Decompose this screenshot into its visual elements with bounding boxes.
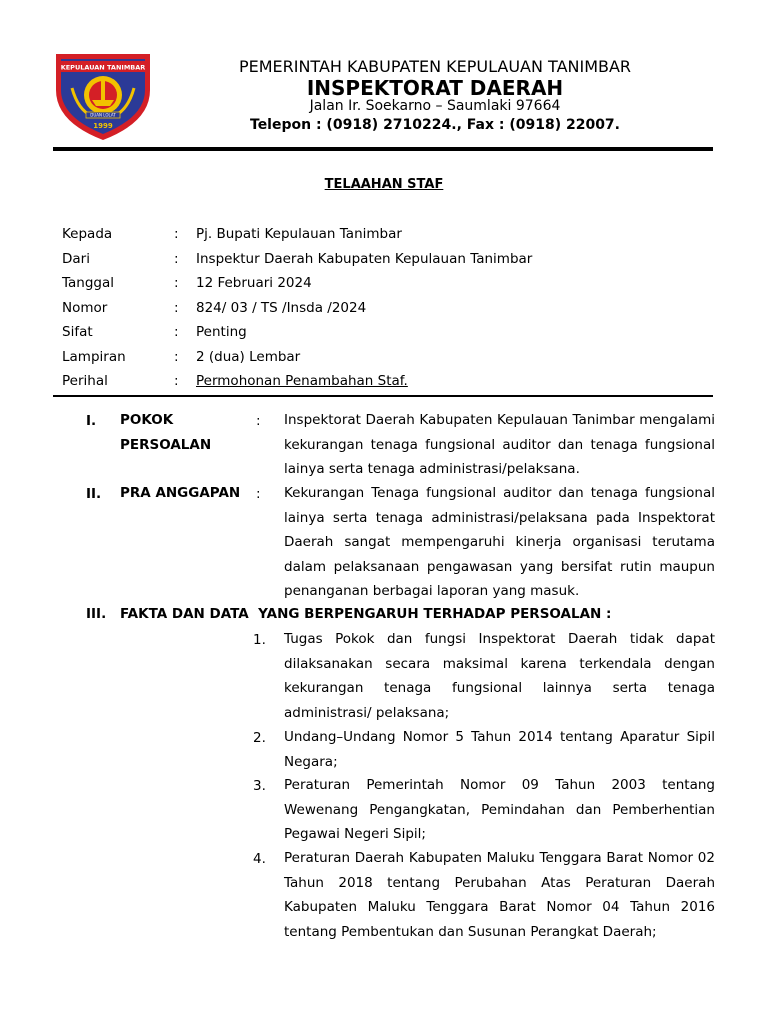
meta-colon: :: [174, 324, 179, 340]
list-item-text: Tugas Pokok dan fungsi Inspektorat Daerah tidak dapat dilaksanakan secara maksimal karena terkendala dengan kekurangan tenaga fungsional lainnya serta tenaga administrasi/ pelaksana;: [284, 631, 715, 721]
logo-motto: DUAN LOLAT: [90, 112, 116, 118]
agency-name: INSPEKTORAT DAERAH: [306, 76, 564, 100]
list-item-number: 1.: [253, 632, 266, 648]
section-3-number: III.: [86, 606, 107, 622]
meta-label: Lampiran: [62, 348, 126, 365]
list-item-text: Peraturan Daerah Kabupaten Maluku Tenggara Barat Nomor 02 Tahun 2018 tentang Perubahan Atas Peraturan Daerah Kabupaten Maluku Tenggara Barat Nomor 04 Tahun 2016 tentang Pembentukan dan Susunan Perangkat Daerah;: [284, 850, 715, 940]
meta-colon: :: [174, 250, 179, 267]
meta-label: Sifat: [62, 324, 93, 340]
meta-colon: :: [174, 275, 179, 291]
meta-row-kepada: [62, 224, 712, 249]
meta-colon: :: [174, 299, 179, 316]
meta-row-dari: [62, 249, 712, 274]
meta-value: Pj. Bupati Kepulauan Tanimbar: [196, 226, 402, 242]
logo-banner-text: KEPULAUAN TANIMBAR: [60, 63, 146, 72]
meta-value: 824/ 03 / TS /Insda /2024: [196, 299, 367, 316]
memo-metadata: [62, 224, 712, 396]
list-item-number: 2.: [253, 730, 266, 746]
list-item-number: 4.: [253, 851, 266, 867]
section-2-number: II.: [86, 486, 102, 502]
meta-colon: :: [174, 373, 179, 389]
metadata-divider: [53, 395, 713, 397]
meta-label: Tanggal: [62, 275, 115, 291]
meta-value: Inspektur Daerah Kabupaten Kepulauan Tanimbar: [196, 250, 533, 267]
meta-value: 2 (dua) Lembar: [196, 348, 301, 365]
section-1-title-line1: POKOK: [120, 412, 174, 428]
logo-year: 1999: [93, 122, 113, 130]
section-1-number: I.: [86, 413, 97, 429]
document-title: TELAAHAN STAF: [324, 177, 444, 192]
section-1-title: [120, 408, 211, 457]
meta-colon: :: [174, 348, 179, 365]
meta-row-nomor: [62, 298, 712, 323]
section-3-title: FAKTA DAN DATA YANG BERPENGARUH TERHADAP PERSOALAN :: [120, 606, 612, 622]
section-2-text: Kekurangan Tenaga fungsional auditor dan tenaga fungsional lainya serta tenaga administrasi/pelaksana pada Inspektorat Daerah sangat mempengaruhi kinerja organisasi terutama dalam pelaksanaan pengawasan yang bersifat rutin maupun penanganan berbagai laporan yang masuk.: [284, 485, 715, 599]
meta-label: Dari: [62, 250, 90, 267]
meta-row-lampiran: [62, 347, 712, 372]
meta-value: Penting: [196, 324, 247, 340]
meta-row-tanggal: [62, 273, 712, 298]
section-1-colon: :: [256, 413, 261, 429]
meta-label: Perihal: [62, 373, 108, 389]
list-item-number: 3.: [253, 778, 266, 794]
agency-address: Jalan Ir. Soekarno – Saumlaki 97664: [309, 98, 561, 114]
meta-row-sifat: [62, 322, 712, 347]
section-1-text: Inspektorat Daerah Kabupaten Kepulauan Tanimbar mengalami kekurangan tenaga fungsional auditor dan tenaga fungsional lainya serta tenaga administrasi/pelaksana.: [284, 412, 715, 477]
section-1-title-line2: PERSOALAN: [120, 436, 212, 453]
section-2-title: PRA ANGGAPAN: [120, 485, 241, 501]
regency-emblem-logo: [52, 50, 154, 142]
meta-colon: :: [174, 226, 179, 242]
letterhead-divider: [53, 147, 713, 151]
meta-label: Nomor: [62, 299, 108, 316]
agency-phone: Telepon : (0918) 2710224., Fax : (0918) 22007.: [250, 117, 620, 133]
meta-value: 12 Februari 2024: [196, 275, 312, 291]
meta-row-perihal: [62, 371, 712, 396]
meta-value-subject: Permohonan Penambahan Staf.: [196, 373, 408, 389]
government-name: PEMERINTAH KABUPATEN KEPULAUAN TANIMBAR: [238, 57, 632, 76]
section-2-colon: :: [256, 486, 261, 502]
list-item-text: Undang–Undang Nomor 5 Tahun 2014 tentang Aparatur Sipil Negara;: [284, 729, 715, 770]
meta-label: Kepada: [62, 226, 113, 242]
list-item-text: Peraturan Pemerintah Nomor 09 Tahun 2003 tentang Wewenang Pengangkatan, Pemindahan dan Pemberhentian Pegawai Negeri Sipil;: [284, 777, 715, 842]
